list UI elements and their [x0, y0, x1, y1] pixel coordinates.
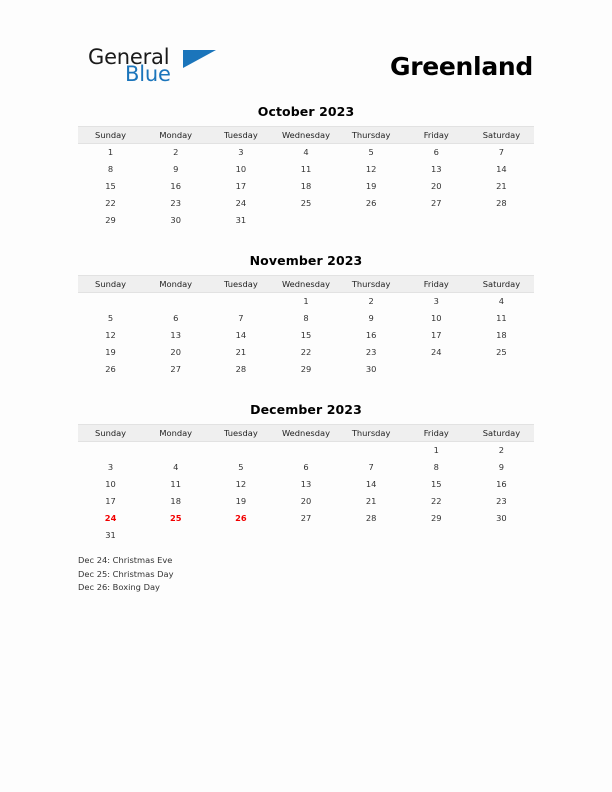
calendar-day-empty — [208, 442, 273, 459]
calendar-week-row — [78, 493, 534, 510]
calendar-day[interactable]: 4 — [173, 462, 179, 472]
calendar-day-empty — [143, 442, 208, 459]
weekday-header-monday: Monday — [143, 425, 208, 442]
calendar-table — [78, 424, 534, 544]
calendar-day[interactable]: 4 — [498, 296, 505, 307]
calendar-day[interactable]: 18 — [300, 181, 312, 191]
calendar-day[interactable]: 11 — [300, 164, 312, 174]
month-title: November 2023 — [249, 253, 363, 268]
calendar-week-row — [78, 293, 534, 310]
calendar-day[interactable]: 12 — [235, 479, 247, 489]
calendar-week-row — [78, 195, 534, 212]
calendar-day-empty — [273, 527, 338, 544]
weekday-header-tuesday: Tuesday — [208, 425, 273, 442]
calendar-day[interactable]: 14 — [365, 479, 377, 489]
calendar-week-row — [78, 476, 534, 493]
weekday-header-wednesday: Wednesday — [273, 276, 338, 293]
month-title: December 2023 — [250, 402, 362, 417]
calendar-day[interactable]: 23 — [496, 496, 507, 506]
page-header — [78, 40, 533, 92]
calendar-day[interactable]: 28 — [496, 198, 507, 208]
calendar-day[interactable]: 6 — [303, 462, 309, 472]
calendar-day[interactable]: 24 — [430, 347, 442, 357]
calendar-day[interactable]: 30 — [496, 513, 507, 523]
calendar-day[interactable]: 30 — [170, 215, 181, 225]
calendar-day[interactable]: 8 — [107, 164, 114, 174]
calendar-day[interactable]: 21 — [235, 347, 247, 357]
calendar-day[interactable]: 30 — [365, 364, 377, 374]
weekday-header-thursday: Thursday — [339, 276, 404, 293]
calendar-day[interactable]: 20 — [300, 496, 312, 506]
weekday-header-saturday: Saturday — [469, 276, 534, 293]
calendar-day[interactable]: 27 — [170, 364, 181, 374]
calendar-day[interactable]: 8 — [433, 462, 439, 472]
calendar-day[interactable]: 2 — [498, 445, 505, 456]
calendar-day[interactable]: 6 — [433, 147, 439, 158]
calendar-day[interactable]: 1 — [303, 296, 309, 307]
calendar-day-empty — [469, 212, 534, 229]
calendar-day[interactable]: 9 — [498, 462, 505, 472]
calendar-day[interactable]: 22 — [105, 198, 116, 208]
calendar-week-row — [78, 327, 534, 344]
calendar-day[interactable]: 25 — [496, 347, 507, 357]
weekday-header-friday: Friday — [404, 276, 469, 293]
month-block-december — [78, 402, 534, 544]
calendar-week-row — [78, 527, 534, 544]
calendar-day[interactable]: 1 — [433, 445, 439, 456]
calendar-day[interactable]: 6 — [173, 313, 179, 323]
calendar-day[interactable]: 12 — [105, 330, 116, 340]
calendar-day[interactable]: 7 — [238, 313, 244, 323]
calendar-day[interactable]: 5 — [368, 147, 374, 158]
calendar-day-empty — [143, 293, 208, 310]
calendar-day[interactable]: 11 — [170, 479, 181, 489]
calendar-day-holiday[interactable]: 26 — [235, 513, 247, 523]
calendar-day[interactable]: 23 — [365, 347, 377, 357]
calendar-body — [78, 442, 534, 544]
month-block-october — [78, 104, 534, 229]
calendar-day[interactable]: 13 — [300, 479, 312, 489]
calendar-week-row — [78, 510, 534, 527]
calendar-day[interactable]: 20 — [170, 347, 181, 357]
calendar-day[interactable]: 11 — [496, 313, 507, 323]
calendar-week-row — [78, 212, 534, 229]
weekday-header-wednesday: Wednesday — [273, 127, 338, 144]
weekday-header-row — [78, 425, 534, 442]
calendar-day[interactable]: 13 — [170, 330, 181, 340]
calendar-day[interactable]: 4 — [303, 147, 309, 158]
calendar-day[interactable]: 22 — [300, 347, 312, 357]
weekday-header-row — [78, 276, 534, 293]
calendar-day-empty — [208, 527, 273, 544]
weekday-header-saturday: Saturday — [469, 127, 534, 144]
holiday-note: Dec 24: Christmas Eve — [78, 555, 173, 565]
weekday-header-sunday: Sunday — [78, 127, 143, 144]
holiday-note: Dec 25: Christmas Day — [78, 568, 174, 579]
calendar-day[interactable]: 14 — [235, 330, 247, 340]
calendar-day[interactable]: 7 — [368, 462, 374, 472]
triangle-icon — [183, 50, 216, 68]
weekday-header-sunday: Sunday — [78, 425, 143, 442]
calendar-day-empty — [404, 361, 469, 378]
logo-text-blue: Blue — [125, 62, 171, 86]
weekday-header-friday: Friday — [404, 127, 469, 144]
calendar-day[interactable]: 9 — [368, 313, 374, 323]
calendar-week-row — [78, 178, 534, 195]
calendar-week-row — [78, 161, 534, 178]
calendar-day[interactable]: 16 — [496, 479, 507, 489]
calendar-day[interactable]: 31 — [235, 215, 247, 225]
calendar-day[interactable]: 22 — [430, 496, 442, 506]
calendar-day[interactable]: 25 — [300, 198, 312, 208]
calendar-day[interactable]: 16 — [170, 181, 181, 191]
calendar-day[interactable]: 19 — [235, 496, 247, 506]
calendar-day-empty — [273, 442, 338, 459]
calendar-day[interactable]: 17 — [430, 330, 442, 340]
calendar-week-row — [78, 361, 534, 378]
calendar-day-empty — [273, 212, 338, 229]
calendar-day[interactable]: 7 — [498, 147, 505, 158]
calendar-day-empty — [339, 212, 404, 229]
month-title: October 2023 — [257, 104, 355, 119]
calendar-day[interactable]: 13 — [430, 164, 442, 174]
calendar-day[interactable]: 28 — [235, 364, 247, 374]
logo-text-general: General — [88, 45, 170, 69]
calendar-day-empty — [78, 442, 143, 459]
weekday-header-monday: Monday — [143, 276, 208, 293]
calendar-day[interactable]: 14 — [496, 164, 507, 174]
calendar-day[interactable]: 29 — [105, 215, 116, 225]
calendar-day[interactable]: 16 — [365, 330, 377, 340]
weekday-header-row — [78, 127, 534, 144]
calendar-day[interactable]: 5 — [238, 462, 244, 472]
calendar-day[interactable]: 12 — [365, 164, 377, 174]
calendar-day[interactable]: 28 — [365, 513, 377, 523]
weekday-header-tuesday: Tuesday — [208, 276, 273, 293]
calendar-day-empty — [339, 527, 404, 544]
weekday-header-wednesday: Wednesday — [273, 425, 338, 442]
calendar-week-row — [78, 442, 534, 459]
calendar-day[interactable]: 1 — [107, 147, 114, 158]
calendar-week-row — [78, 344, 534, 361]
calendar-day-empty — [339, 442, 404, 459]
calendar-day[interactable]: 29 — [300, 364, 312, 374]
calendar-day[interactable]: 31 — [105, 530, 116, 540]
calendar-day[interactable]: 15 — [430, 479, 442, 489]
calendar-day-holiday[interactable]: 24 — [104, 513, 117, 523]
calendar-day[interactable]: 17 — [105, 496, 116, 506]
calendar-day[interactable]: 8 — [303, 313, 309, 323]
calendar-day[interactable]: 27 — [430, 198, 442, 208]
calendar-day[interactable]: 15 — [300, 330, 312, 340]
calendar-day-empty — [78, 293, 143, 310]
calendar-day-empty — [469, 361, 534, 378]
calendar-day-empty — [469, 527, 534, 544]
calendar-day-empty — [208, 293, 273, 310]
calendar-day[interactable]: 23 — [170, 198, 181, 208]
calendar-table — [78, 275, 534, 378]
weekday-header-thursday: Thursday — [339, 127, 404, 144]
weekday-header-friday: Friday — [404, 425, 469, 442]
calendar-day[interactable]: 21 — [496, 181, 507, 191]
calendar-day-holiday[interactable]: 25 — [169, 513, 182, 523]
calendar-week-row — [78, 459, 534, 476]
general-blue-logo — [78, 40, 278, 92]
holiday-notes-list — [78, 554, 408, 595]
weekday-header-monday: Monday — [143, 127, 208, 144]
calendar-body — [78, 144, 534, 229]
calendar-day[interactable]: 10 — [235, 164, 247, 174]
calendar-day[interactable]: 20 — [430, 181, 442, 191]
calendar-day[interactable]: 27 — [300, 513, 312, 523]
calendar-day[interactable]: 3 — [107, 462, 114, 472]
calendar-day[interactable]: 9 — [173, 164, 179, 174]
weekday-header-thursday: Thursday — [339, 425, 404, 442]
calendar-day[interactable]: 2 — [173, 147, 179, 158]
calendar-day[interactable]: 26 — [105, 364, 116, 374]
calendar-day[interactable]: 5 — [107, 313, 114, 323]
calendar-table — [78, 126, 534, 229]
calendar-day[interactable]: 10 — [430, 313, 442, 323]
calendar-week-row — [78, 144, 534, 161]
calendar-day-empty — [143, 527, 208, 544]
weekday-header-saturday: Saturday — [469, 425, 534, 442]
calendar-day[interactable]: 24 — [235, 198, 247, 208]
calendar-day[interactable]: 26 — [365, 198, 377, 208]
weekday-header-tuesday: Tuesday — [208, 127, 273, 144]
calendar-day[interactable]: 19 — [105, 347, 116, 357]
month-block-november — [78, 253, 534, 378]
calendar-day-empty — [404, 212, 469, 229]
calendar-day[interactable]: 15 — [105, 181, 116, 191]
calendar-day[interactable]: 29 — [430, 513, 442, 523]
calendar-body — [78, 293, 534, 378]
calendar-day[interactable]: 21 — [365, 496, 377, 506]
calendar-day[interactable]: 18 — [496, 330, 507, 340]
calendar-day[interactable]: 19 — [365, 181, 377, 191]
calendar-day[interactable]: 2 — [368, 296, 374, 307]
calendar-day[interactable]: 3 — [238, 147, 244, 158]
weekday-header-sunday: Sunday — [78, 276, 143, 293]
page-title: Greenland — [390, 51, 533, 81]
calendar-day[interactable]: 3 — [433, 296, 439, 307]
calendar-week-row — [78, 310, 534, 327]
calendar-day[interactable]: 18 — [170, 496, 181, 506]
calendar-day[interactable]: 10 — [105, 479, 116, 489]
calendar-day-empty — [404, 527, 469, 544]
calendar-day[interactable]: 17 — [235, 181, 247, 191]
holiday-note: Dec 26: Boxing Day — [78, 582, 160, 592]
